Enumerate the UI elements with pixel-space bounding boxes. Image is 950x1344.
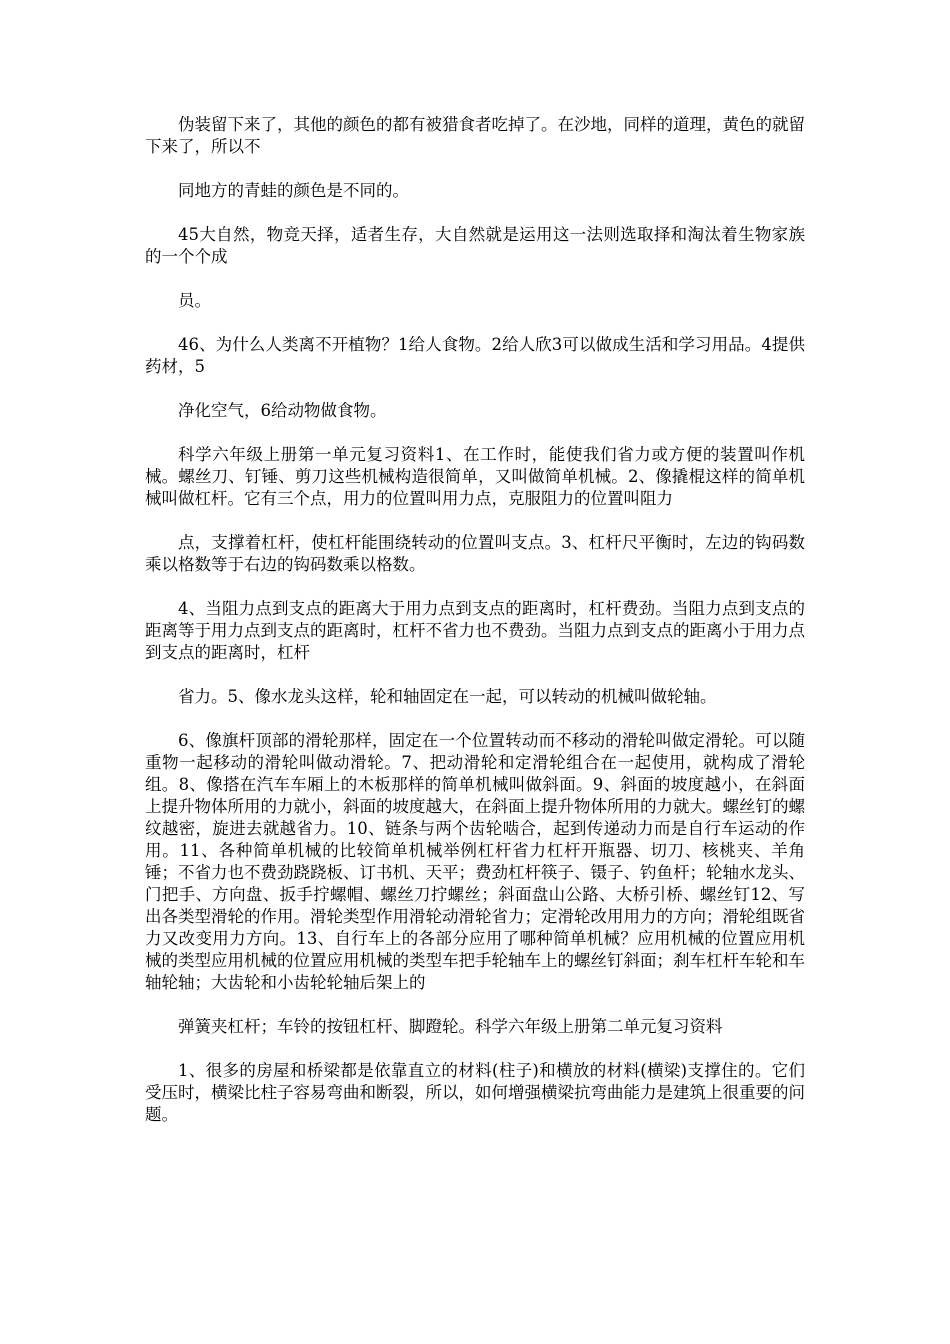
paragraph-bike-unit2: 弹簧夹杠杆；车铃的按钮杠杆、脚蹬轮。科学六年级上册第二单元复习资料 [178, 1017, 723, 1036]
paragraph-wheel-axle: 省力。5、像水龙头这样，轮和轴固定在一起，可以转动的机械叫做轮轴。 [178, 687, 717, 706]
paragraph-beams-columns: 1、很多的房屋和桥梁都是依靠直立的材料(柱子)和横放的材料(横梁)支撑住的。它们受压时，横梁比柱子容易弯曲和断裂，所以，如何增强横梁抗弯曲能力是建筑上很重要的问题。 [145, 1061, 805, 1124]
paragraph-lever-distance: 4、当阻力点到支点的距离大于用力点到支点的距离时，杠杆费劲。当阻力点到支点的距离等于用力点到支点的距离时，杠杆不省力也不费劲。当阻力点到支点的距离小于用力点到支点的距离时，杠杆 [145, 599, 805, 662]
paragraph-unit1-machines: 科学六年级上册第一单元复习资料1、在工作时，能使我们省力或方便的装置叫作机械。螺丝刀、钉锤、剪刀这些机械构造很简单，又叫做简单机械。2、像撬棍这样的简单机械叫做杠杆。它有三个点，用力的位置叫用力点，克服阻力的位置叫阻力 [145, 445, 805, 508]
document-body [145, 114, 805, 1148]
paragraph-plants-uses: 46、为什么人类离不开植物？1给人食物。2给人欣3可以做成生活和学习用品。4提供药材，5 [145, 335, 805, 376]
paragraph-pulleys-slopes: 6、像旗杆顶部的滑轮那样，固定在一个位置转动而不移动的滑轮叫做定滑轮。可以随重物一起移动的滑轮叫做动滑轮。7、把动滑轮和定滑轮组合在一起使用，就构成了滑轮组。8、像搭在汽车车厢上的木板那样的简单机械叫做斜面。9、斜面的坡度越小，在斜面上提升物体所用的力就小，斜面的坡度越大，在斜面上提升物体所用的力就大。螺丝钉的螺纹越密，旋进去就越省力。10、链条与两个齿轮啮合，起到传递动力而是自行车运动的作用。11、各种简单机械的比较简单机械举例杠杆省力杠杆开瓶器、切刀、核桃夹、羊角锤；不省力也不费劲跷跷板、订书机、天平；费劲杠杆筷子、镊子、钓鱼杆；轮轴水龙头、门把手、方向盘、扳手拧螺帽、螺丝刀拧螺丝；斜面盘山公路、大桥引桥、螺丝钉12、写出各类型滑轮的作用。滑轮类型作用滑轮动滑轮省力；定滑轮改用用力的方向；滑轮组既省力又改变用力方向。13、自行车上的各部分应用了哪种简单机械？应用机械的位置应用机械的类型应用机械的位置应用机械的类型车把手轮轴车上的螺丝钉斜面；刹车杠杆车轮和车轴轮轴；大齿轮和小齿轮轮轴后架上的 [145, 731, 805, 992]
paragraph-frog-colors: 同地方的青蛙的颜色是不同的。 [178, 181, 409, 200]
paragraph-member: 员。 [178, 291, 211, 310]
paragraph-natural-selection: 45大自然，物竞天择，适者生存，大自然就是运用这一法则选取择和淘汰着生物家族的一个个成 [145, 225, 805, 266]
paragraph-fulcrum: 点，支撑着杠杆，使杠杆能围绕转动的位置叫支点。3、杠杆尺平衡时，左边的钩码数乘以格数等于右边的钩码数乘以格数。 [145, 533, 805, 574]
paragraph-camouflage: 伪装留下来了，其他的颜色的都有被猎食者吃掉了。在沙地，同样的道理，黄色的就留下来了，所以不 [145, 115, 805, 156]
paragraph-purify-air: 净化空气，6给动物做食物。 [178, 401, 387, 420]
